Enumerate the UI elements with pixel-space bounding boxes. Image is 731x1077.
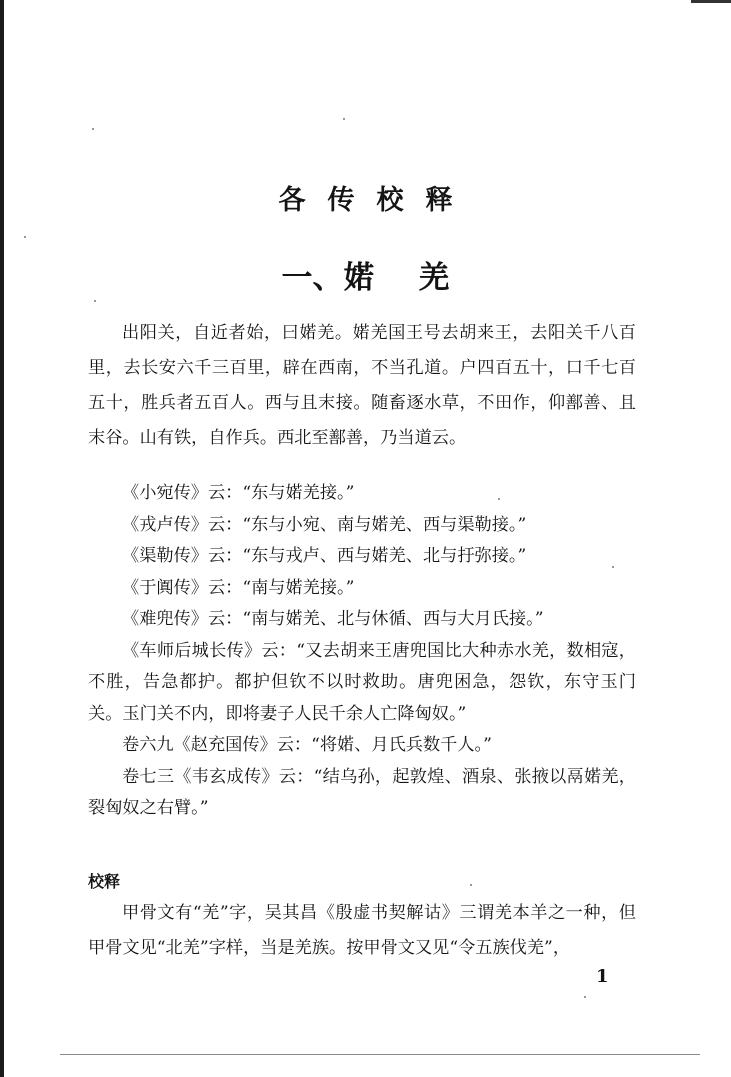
scan-speck (24, 236, 26, 238)
scan-speck (470, 884, 472, 886)
citation-item: 《车师后城长传》云：“又去胡来王唐兜国比大种赤水羌，数相寇，不胜，告急都护。都护但钦不以时救助。唐兜困急，怨钦，东守玉门关。玉门关不内，即将妻子人民千余人亡降匈奴。” (88, 640, 636, 724)
commentary-paragraph: 甲骨文有“羌”字，吴其昌《殷虚书契解诂》三谓羌本羊之一种，但甲骨文见“北羌”字样，当是羌族。按甲骨文又见“令五族伐羌”， (88, 903, 636, 958)
page-number: 1 (596, 966, 609, 987)
section-title: 各传校释 (278, 185, 475, 216)
main-text-paragraph: 出阳关，自近者始，曰婼羌。婼羌国王号去胡来王，去阳关千八百里，去长安六千三百里，辟在西南，不当孔道。户四百五十，口千七百五十，胜兵者五百人。西与且末接。随畜逐水草，不田作，仰鄯善、且末谷。山有铁，自作兵。西北至鄯善，乃当道云。 (88, 323, 636, 448)
citation-item: 《渠勒传》云：“东与戎卢、西与婼羌、北与扜弥接。” (122, 546, 527, 566)
scan-speck (498, 498, 500, 500)
chapter-name-second: 羌 (418, 260, 450, 296)
commentary-heading: 校释 (88, 872, 121, 891)
scan-speck (94, 300, 96, 302)
citation-list (88, 478, 636, 825)
citation-item: 《戎卢传》云：“东与小宛、南与婼羌、西与渠勒接。” (122, 514, 527, 535)
scan-speck (584, 996, 586, 998)
chapter-number: 一、 (281, 260, 344, 296)
chapter-name-first: 婼 (343, 260, 375, 296)
citation-item: 《小宛传》云：“东与婼羌接。” (122, 483, 355, 503)
page-edge-shadow (0, 0, 4, 1077)
citation-item: 《于阗传》云：“南与婼羌接。” (122, 577, 355, 598)
scan-speck (343, 118, 345, 120)
citation-item: 卷六九《赵充国传》云：“将婼、月氏兵数千人。” (122, 735, 492, 755)
chapter-title (0, 252, 731, 297)
scan-edge-mark (691, 0, 731, 3)
scan-speck (612, 566, 614, 568)
scan-speck (92, 128, 94, 130)
citation-item: 卷七三《韦玄成传》云：“结乌孙，起敦煌、酒泉、张掖以鬲婼羌，裂匈奴之右臂。” (88, 766, 636, 818)
citation-item: 《难兜传》云：“南与婼羌、北与休循、西与大月氏接。” (122, 609, 544, 629)
scan-bottom-edge (60, 1054, 700, 1055)
